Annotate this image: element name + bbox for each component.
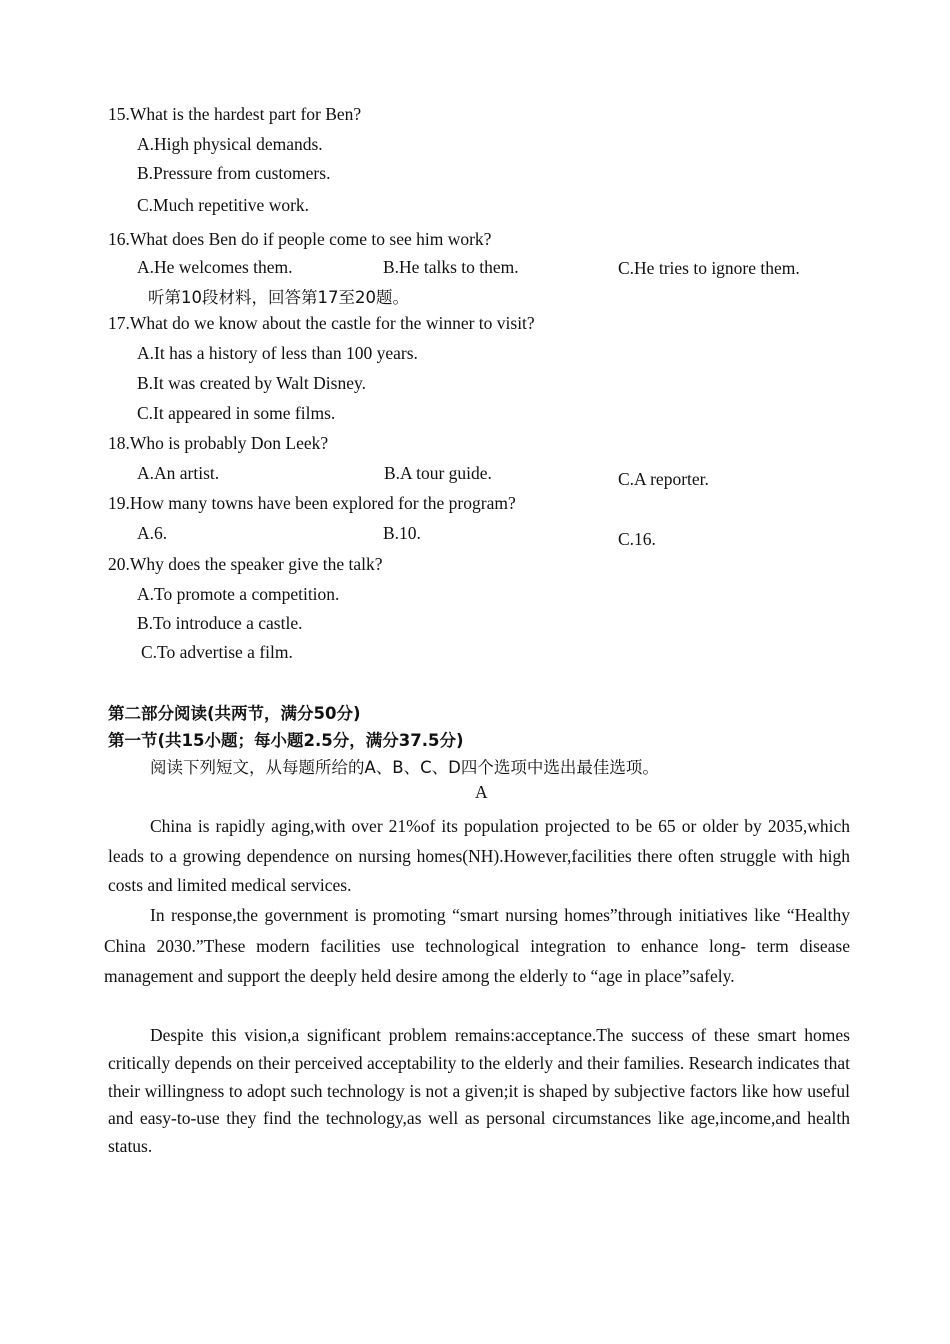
paragraph-3: Despite this vision,a significant problem remains:acceptance.The success of these smart homes critically depends on their perceived acceptability to the elderly and their families. Research indicates that their willingness to adopt such technology is not a given;it is shaped by subjective factors like how useful and easy-to-use they find the technology,as well as personal circumstances like age,income,and health status.: [108, 1025, 850, 1157]
q15-option-b: B.Pressure from customers.: [137, 163, 331, 183]
q18-option-a: A.An artist.: [137, 463, 220, 483]
paragraph-2: In response,the government is promoting “smart nursing homes”through initiatives like “Healthy China 2030.”These modern facilities use technological integration to enhance long- term disease management and support the deeply held desire among the elderly to “age in place”safely.: [104, 905, 850, 986]
q19-option-a: A.6.: [137, 523, 168, 543]
paragraph-1: China is rapidly aging,with over 21%of its population projected to be 65 or older by 2035,which leads to a growing dependence on nursing homes(NH).However,facilities there often struggle with high costs and limited medical services.: [108, 816, 850, 895]
q20-option-a: A.To promote a competition.: [137, 584, 340, 604]
passage-label: A: [475, 782, 488, 802]
q20-option-b: B.To introduce a castle.: [137, 613, 303, 633]
q16-option-a: A.He welcomes them.: [137, 257, 293, 277]
q16-option-b: B.He talks to them.: [383, 257, 519, 277]
question-15: 15.What is the hardest part for Ben?: [108, 104, 362, 124]
q19-option-c: C.16.: [618, 529, 656, 549]
q16-option-c: C.He tries to ignore them.: [618, 258, 800, 278]
q15-option-c: C.Much repetitive work.: [137, 195, 310, 215]
q19-option-b: B.10.: [383, 523, 421, 543]
part-two-title: 第二部分阅读(共两节，满分50分): [108, 704, 361, 723]
q17-option-a: A.It has a history of less than 100 years.: [137, 343, 418, 363]
question-17: 17.What do we know about the castle for the winner to visit?: [108, 313, 535, 333]
section-10-instruction: 听第10段材料，回答第17至20题。: [148, 288, 409, 307]
q18-option-c: C.A reporter.: [618, 469, 709, 489]
q17-option-b: B.It was created by Walt Disney.: [137, 373, 366, 393]
q20-option-c: C.To advertise a film.: [141, 642, 293, 662]
question-18: 18.Who is probably Don Leek?: [108, 433, 329, 453]
q15-option-a: A.High physical demands.: [137, 134, 323, 154]
question-19: 19.How many towns have been explored for the program?: [108, 493, 516, 513]
reading-instruction: 阅读下列短文，从每题所给的A、B、C、D四个选项中选出最佳选项。: [150, 758, 659, 777]
question-20: 20.Why does the speaker give the talk?: [108, 554, 383, 574]
q18-option-b: B.A tour guide.: [384, 463, 492, 483]
q17-option-c: C.It appeared in some films.: [137, 403, 336, 423]
question-16: 16.What does Ben do if people come to see him work?: [108, 229, 492, 249]
section-one-title: 第一节(共15小题；每小题2.5分，满分37.5分): [108, 731, 464, 750]
